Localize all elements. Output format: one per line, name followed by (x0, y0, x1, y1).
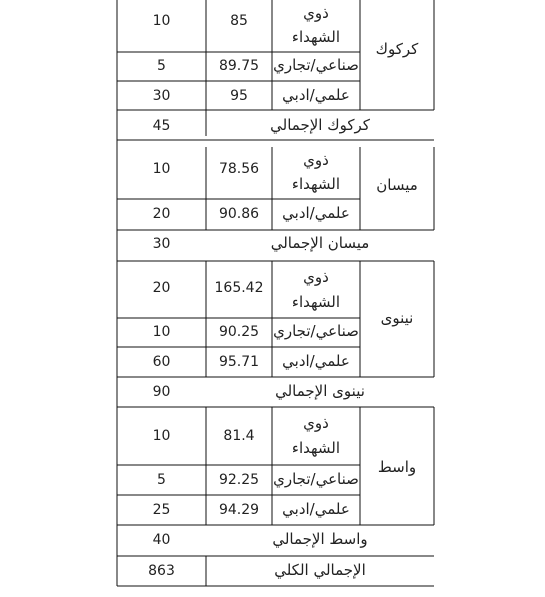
seats-cell: 10 (152, 161, 171, 177)
total-seats-cell: 45 (152, 118, 171, 134)
score-cell: 78.56 (218, 161, 260, 177)
category-cell: علمي/ادبي (282, 352, 350, 370)
seats-cell: 20 (152, 206, 171, 222)
seats-cell: 60 (152, 354, 171, 370)
category-cell-line2: الشهداء (291, 175, 341, 193)
category-cell-line1: ذوي (303, 151, 329, 169)
seats-cell: 10 (152, 428, 171, 444)
score-cell: 95.71 (218, 354, 260, 370)
score-cell: 95 (230, 88, 248, 104)
category-cell-line2: الشهداء (291, 28, 341, 46)
score-cell: 89.75 (218, 58, 260, 74)
category-cell: صناعي/تجاري (273, 470, 359, 488)
seats-cell: 10 (152, 13, 171, 29)
category-cell: صناعي/تجاري (273, 56, 359, 74)
seats-cell: 20 (152, 280, 171, 296)
grand-total-seats-cell: 863 (148, 563, 175, 579)
score-cell: 90.86 (218, 206, 260, 222)
seats-cell: 25 (152, 502, 171, 518)
seats-cell: 30 (152, 88, 171, 104)
score-cell: 92.25 (218, 472, 260, 488)
category-cell-line1: ذوي (303, 268, 329, 286)
category-cell: علمي/ادبي (282, 204, 350, 222)
total-seats-cell: 90 (152, 384, 171, 400)
total-label-cell: كركوك الإجمالي (270, 116, 370, 134)
category-cell: صناعي/تجاري (273, 322, 359, 340)
score-cell: 165.42 (214, 280, 264, 296)
score-cell: 94.29 (218, 502, 260, 518)
category-cell-line2: الشهداء (291, 439, 341, 457)
category-cell: علمي/ادبي (282, 86, 350, 104)
province-cell: ميسان (376, 176, 418, 194)
category-cell: علمي/ادبي (282, 500, 350, 518)
score-cell: 81.4 (223, 428, 255, 444)
total-seats-cell: 30 (152, 236, 171, 252)
seats-cell: 10 (152, 324, 171, 340)
province-cell: نينوى (380, 309, 414, 327)
province-cell: واسط (377, 458, 417, 476)
score-cell: 85 (230, 13, 248, 29)
category-cell-line1: ذوي (303, 414, 329, 432)
province-cell: كركوك (375, 40, 419, 58)
total-label-cell: نينوى الإجمالي (275, 382, 365, 400)
category-cell-line1: ذوي (303, 4, 329, 22)
seats-cell: 5 (157, 472, 166, 488)
score-cell: 90.25 (218, 324, 260, 340)
category-cell-line2: الشهداء (291, 293, 341, 311)
total-seats-cell: 40 (152, 532, 171, 548)
seats-cell: 5 (157, 58, 166, 74)
total-label-cell: ميسان الإجمالي (270, 234, 370, 252)
grand-total-label-cell: الإجمالي الكلي (274, 561, 366, 579)
total-label-cell: واسط الإجمالي (272, 530, 368, 548)
